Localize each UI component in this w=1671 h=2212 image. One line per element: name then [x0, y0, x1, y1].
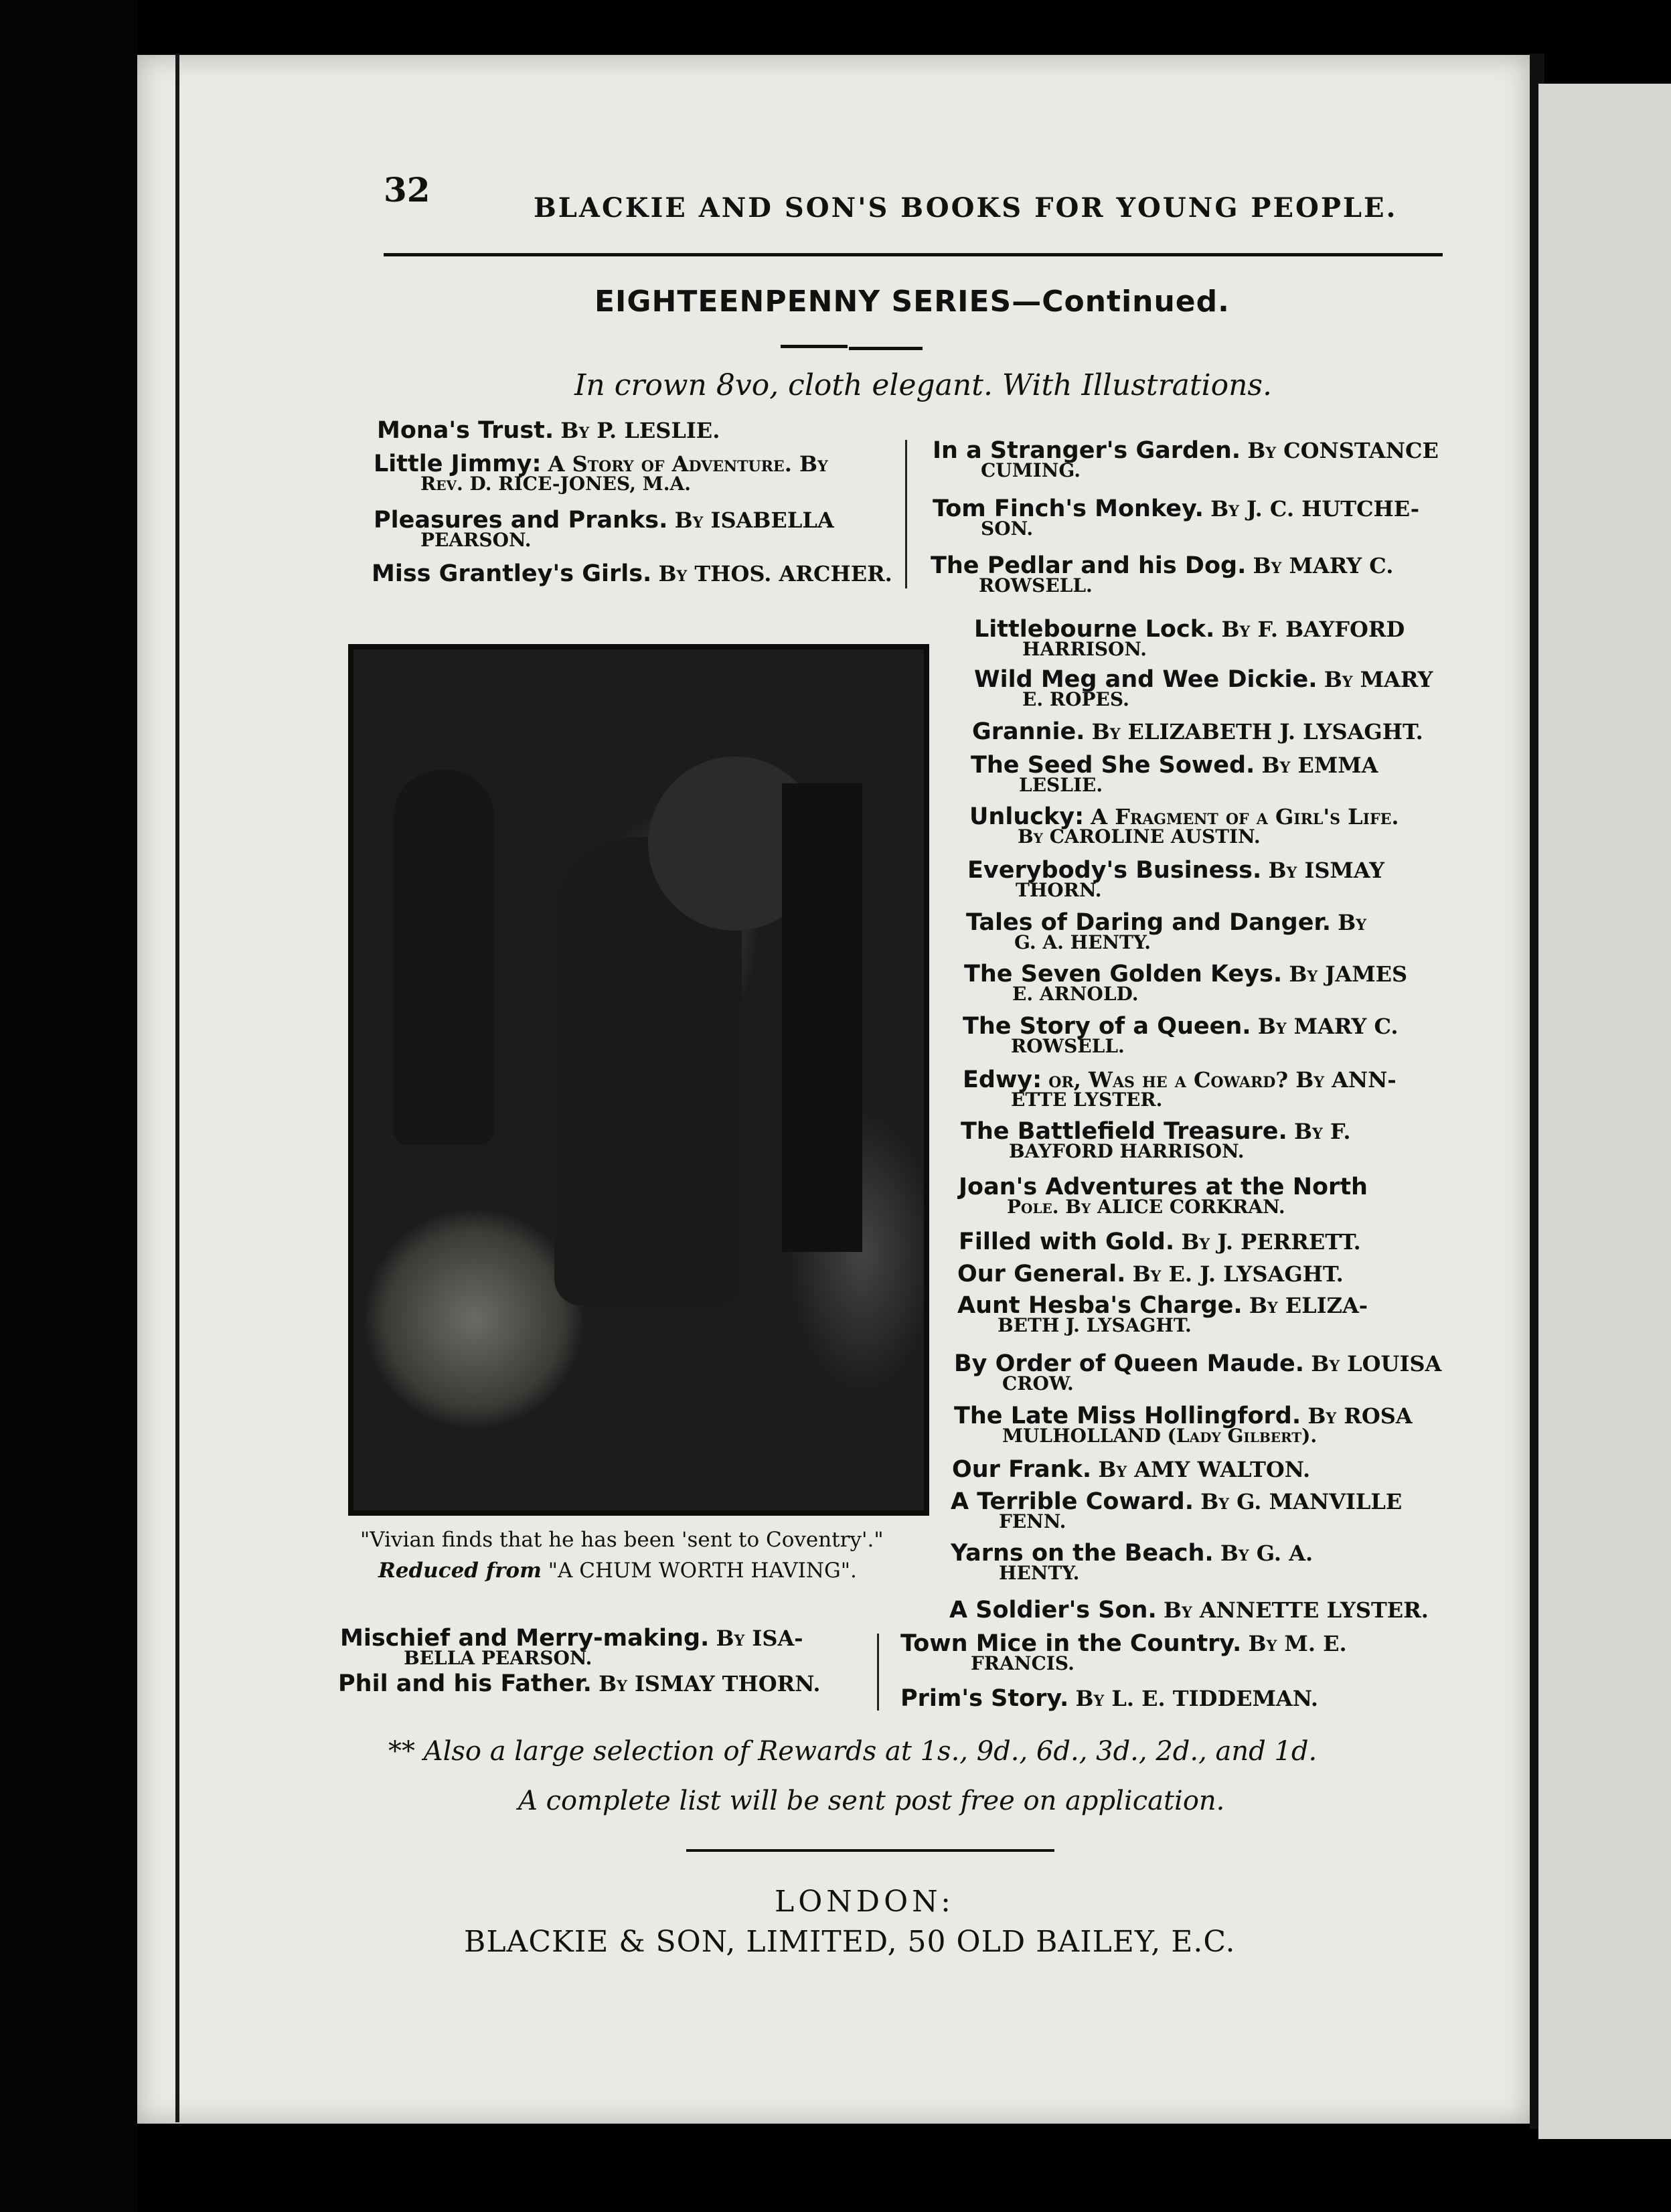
book-title: In a Stranger's Garden.: [933, 437, 1241, 464]
book-title: Our General.: [957, 1261, 1126, 1287]
page-number: 32: [384, 170, 430, 210]
imprint-city: LONDON:: [775, 1885, 955, 1919]
series-subtitle: In crown 8vo, cloth elegant. With Illustrations.: [574, 368, 1272, 402]
illustration-caption: "Vivian finds that he has been 'sent to Coventry'.": [360, 1528, 884, 1552]
book-entry: By Order of Queen Maude. By LOUISA CROW.: [954, 1350, 1442, 1395]
page-edge-line: [175, 54, 179, 2122]
book-entry: Tales of Daring and Danger. By G. A. HENTY.: [966, 909, 1366, 953]
book-title: Wild Meg and Wee Dickie.: [974, 666, 1318, 693]
book-title: A Terrible Coward.: [951, 1488, 1194, 1515]
book-author: By MARY C.: [1257, 1014, 1399, 1039]
book-entry: Everybody's Business. By ISMAY THORN.: [967, 857, 1384, 901]
next-page-edge: [1538, 84, 1671, 2139]
book-title: Littlebourne Lock.: [974, 616, 1215, 643]
running-head: BLACKIE AND SON'S BOOKS FOR YOUNG PEOPLE.: [534, 192, 1398, 224]
book-title: Town Mice in the Country.: [900, 1630, 1242, 1657]
book-title: Tales of Daring and Danger.: [966, 909, 1331, 936]
book-entry: Pleasures and Pranks. By ISABELLA PEARSON.: [374, 507, 834, 551]
book-author: By MARY C.: [1253, 553, 1394, 578]
book-title: Phil and his Father.: [338, 1670, 592, 1697]
book-entry: The Story of a Queen. By MARY C. ROWSELL.: [963, 1013, 1399, 1057]
book-entry: Littlebourne Lock. By F. BAYFORD HARRISON.: [974, 616, 1405, 660]
book-title: Grannie.: [972, 718, 1085, 745]
column-divider: [877, 1634, 879, 1711]
book-title: Joan's Adventures at the North: [959, 1174, 1368, 1200]
figure-silhouette: [394, 770, 494, 1145]
book-author: A Fragment of a Girl's Life.: [1091, 804, 1399, 830]
book-author: By ELIZA-: [1249, 1293, 1368, 1318]
book-author: By G. A.: [1220, 1540, 1314, 1566]
book-author: By J. C. HUTCHE-: [1210, 496, 1420, 522]
book-entry: [952, 1456, 1311, 1483]
book-author: By J. PERRETT.: [1181, 1229, 1361, 1255]
book-entry: [957, 1261, 1344, 1287]
book-entry: Edwy: or, Was he a Coward? By ANN- ETTE LYSTER.: [963, 1066, 1397, 1111]
book-title: Yarns on the Beach.: [951, 1540, 1214, 1567]
book-title: Prim's Story.: [900, 1685, 1069, 1712]
book-title: Aunt Hesba's Charge.: [957, 1292, 1243, 1319]
book-title: Our Frank.: [952, 1456, 1092, 1483]
book-entry: Wild Meg and Wee Dickie. By MARY E. ROPES.: [974, 666, 1433, 710]
book-author: A Story of Adventure. By: [548, 451, 828, 477]
book-author: By LOUISA: [1311, 1351, 1442, 1376]
book-title: Unlucky:: [969, 803, 1085, 830]
book-entry: The Seven Golden Keys. By JAMES E. ARNOLD.: [964, 961, 1408, 1005]
book-entry: [377, 417, 720, 444]
book-author: or, Was he a Coward? By ANN-: [1048, 1067, 1397, 1093]
book-entry: Tom Finch's Monkey. By J. C. HUTCHE- SON.: [933, 495, 1420, 540]
book-author: By ISA-: [716, 1626, 803, 1651]
book-title: The Story of a Queen.: [963, 1013, 1251, 1040]
book-entry: Aunt Hesba's Charge. By ELIZA- BETH J. LYSAGHT.: [957, 1292, 1368, 1336]
book-entry: Yarns on the Beach. By G. A. HENTY.: [951, 1540, 1314, 1584]
book-entry: Mischief and Merry-making. By ISA- BELLA PEARSON.: [340, 1625, 803, 1669]
book-author: By ISABELLA: [674, 507, 834, 533]
book-author: By P. LESLIE.: [560, 418, 720, 443]
book-title: Everybody's Business.: [967, 857, 1262, 884]
book-author: By ELIZABETH J. LYSAGHT.: [1091, 719, 1423, 744]
book-author: By M. E.: [1248, 1631, 1347, 1656]
book-author: By ISMAY: [1268, 858, 1384, 883]
book-title: By Order of Queen Maude.: [954, 1350, 1305, 1377]
tree-trunk: [782, 783, 862, 1252]
book-author: By: [1338, 910, 1366, 935]
book-entry: The Pedlar and his Dog. By MARY C. ROWSELL.: [931, 552, 1394, 597]
book-title: Pleasures and Pranks.: [374, 507, 668, 534]
book-author: By CONSTANCE: [1247, 438, 1439, 463]
illustration: [348, 644, 929, 1516]
book-author: By THOS. ARCHER.: [658, 561, 892, 586]
book-entry: [900, 1685, 1319, 1712]
book-entry: [959, 1229, 1361, 1255]
column-divider: [905, 440, 907, 588]
book-title: The Pedlar and his Dog.: [931, 552, 1247, 579]
book-author: By ANNETTE LYSTER.: [1163, 1597, 1429, 1623]
book-author: By ROSA: [1307, 1403, 1413, 1429]
book-entry: The Late Miss Hollingford. By ROSA MULHOLLAND (Lady Gilbert).: [954, 1403, 1413, 1447]
book-entry: The Battlefield Treasure. By F. BAYFORD HARRISON.: [961, 1118, 1351, 1162]
book-entry: In a Stranger's Garden. By CONSTANCE CUMING.: [933, 437, 1439, 481]
book-author: By ISMAY THORN.: [599, 1671, 821, 1696]
scan-border-left: [0, 0, 137, 2212]
footnote-line: A complete list will be sent post free on application.: [518, 1786, 1225, 1816]
book-title: The Seed She Sowed.: [971, 752, 1255, 779]
footnote-line: ** Also a large selection of Rewards at 1s., 9d., 6d., 3d., 2d., and 1d.: [388, 1736, 1318, 1767]
book-title: Mischief and Merry-making.: [340, 1625, 710, 1652]
header-rule: [384, 253, 1443, 256]
series-title: EIGHTEENPENNY SERIES—Continued.: [594, 285, 1230, 319]
book-title: Little Jimmy:: [374, 451, 542, 477]
book-entry: [949, 1597, 1429, 1624]
book-title: Tom Finch's Monkey.: [933, 495, 1204, 522]
book-title: Filled with Gold.: [959, 1229, 1175, 1255]
book-title: A Soldier's Son.: [949, 1597, 1157, 1624]
book-author: By F. BAYFORD: [1221, 617, 1405, 642]
book-title: The Seven Golden Keys.: [964, 961, 1283, 988]
book-title: Mona's Trust.: [377, 417, 554, 444]
book-entry: A Terrible Coward. By G. MANVILLE FENN.: [951, 1488, 1403, 1532]
footer-rule: [686, 1849, 1054, 1852]
illustration-source: Reduced from "A CHUM WORTH HAVING".: [378, 1559, 857, 1583]
title-rule: [781, 345, 848, 348]
book-author: By AMY WALTON.: [1098, 1457, 1311, 1482]
book-entry: [972, 718, 1423, 745]
book-entry: Joan's Adventures at the North Pole. By ALICE CORKRAN.: [959, 1174, 1368, 1218]
book-entry: [372, 560, 892, 587]
book-author: By E. J. LYSAGHT.: [1132, 1261, 1344, 1287]
book-author: By F.: [1293, 1119, 1351, 1144]
title-rule: [849, 347, 923, 350]
book-title: The Battlefield Treasure.: [961, 1118, 1287, 1145]
book-author: By JAMES: [1289, 961, 1408, 987]
book-entry: Little Jimmy: A Story of Adventure. By Rev. D. RICE-JONES, M.A.: [374, 451, 828, 495]
book-author: By L. E. TIDDEMAN.: [1075, 1686, 1319, 1711]
book-entry: Unlucky: A Fragment of a Girl's Life. By CAROLINE AUSTIN.: [969, 803, 1399, 848]
book-title: The Late Miss Hollingford.: [954, 1403, 1301, 1429]
book-title: Miss Grantley's Girls.: [372, 560, 652, 587]
book-author: By MARY: [1324, 667, 1433, 692]
book-entry: Town Mice in the Country. By M. E. FRANCIS.: [900, 1630, 1347, 1674]
book-author: By G. MANVILLE: [1200, 1489, 1403, 1514]
book-title: Edwy:: [963, 1066, 1042, 1093]
book-author: By EMMA: [1261, 753, 1378, 778]
book-entry: The Seed She Sowed. By EMMA LESLIE.: [971, 752, 1378, 796]
book-entry: [338, 1670, 821, 1697]
imprint-publisher: BLACKIE & SON, LIMITED, 50 OLD BAILEY, E.C.: [464, 1925, 1236, 1959]
